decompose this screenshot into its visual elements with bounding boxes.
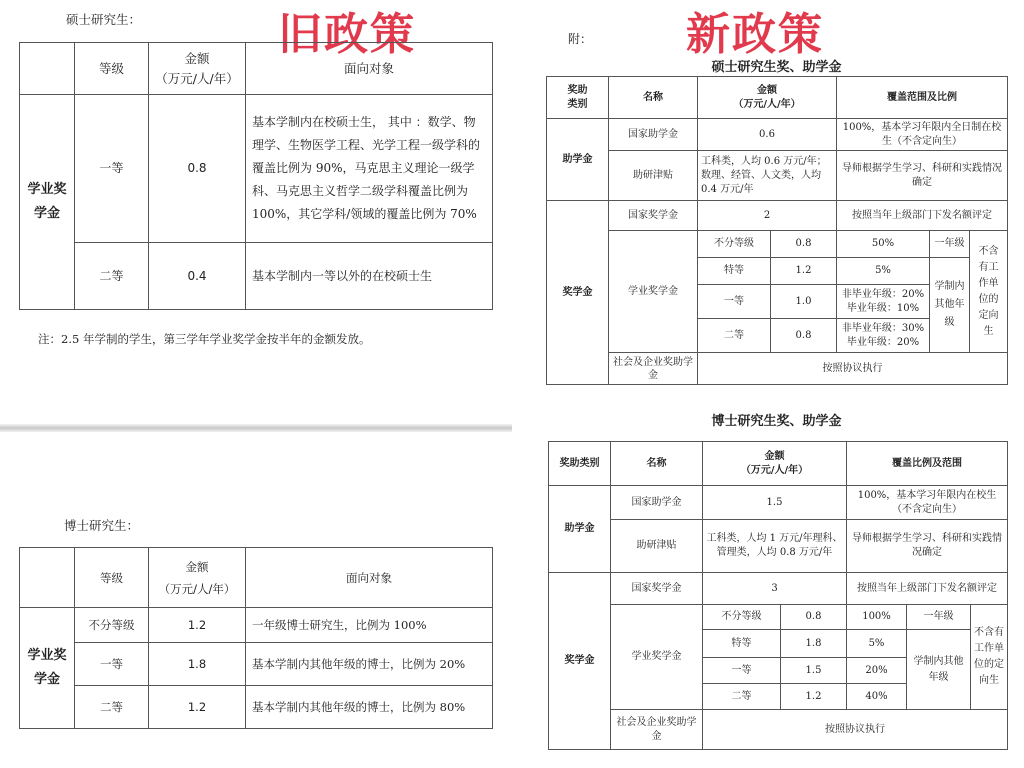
attach-label: 附： bbox=[568, 32, 593, 46]
new-master-table bbox=[546, 76, 1008, 385]
exclude-cell: 不含有工作单位的定向生 bbox=[971, 605, 1008, 710]
target-cell: 基本学制内其他年级的博士，比例为 20% bbox=[246, 643, 493, 686]
ratio-cell: 5% bbox=[837, 258, 930, 285]
amount-cell: 2 bbox=[698, 201, 837, 231]
category-grant: 助学金 bbox=[547, 119, 609, 201]
amount-cell: 0.8 bbox=[149, 95, 246, 243]
amount-cell: 0.8 bbox=[771, 319, 837, 353]
amount-cell: 1.2 bbox=[149, 686, 246, 729]
amount-cell: 3 bbox=[703, 573, 847, 605]
target-cell: 基本学制内在校硕士生， 其中 ：数学、物理学、生物医学工程、光学工程一级学科的覆盖比例为 90%，马克思主义理论一级学科、马克思主义哲学二级学科覆盖比例为 100%，其它学科/领域的覆盖比例为 70% bbox=[246, 95, 493, 243]
header-amount: 金额 （万元/人/年） bbox=[149, 548, 246, 608]
old-master-note: 注：2.5 年学制的学生，第三学年学业奖学金按半年的金额发放。 bbox=[38, 332, 371, 346]
amount-cell: 1.2 bbox=[771, 258, 837, 285]
header-name: 名称 bbox=[609, 77, 698, 119]
level-cell: 特等 bbox=[698, 258, 771, 285]
amount-cell: 1.8 bbox=[781, 630, 847, 658]
level-cell: 一等 bbox=[698, 285, 771, 319]
other-years-cell: 学制内其他年级 bbox=[907, 630, 971, 710]
header-coverage: 覆盖比例及范围 bbox=[847, 442, 1008, 486]
category-scholarship: 奖学金 bbox=[549, 573, 611, 750]
ratio-cell: 100% bbox=[847, 605, 907, 630]
name-social: 社会及企业奖助学金 bbox=[609, 353, 698, 385]
level-cell: 一等 bbox=[75, 95, 149, 243]
new-policy-label: 新政策 bbox=[686, 9, 824, 60]
name-academic: 学业奖学金 bbox=[611, 605, 703, 710]
header-level: 等级 bbox=[75, 43, 149, 95]
header-amount: 金额 （万元/人/年） bbox=[703, 442, 847, 486]
old-phd-heading: 博士研究生： bbox=[64, 518, 140, 533]
ratio-cell: 20% bbox=[847, 658, 907, 684]
level-cell: 二等 bbox=[75, 243, 149, 310]
new-master-title: 硕士研究生奖、助学金 bbox=[711, 60, 842, 75]
header-category: 奖助类别 bbox=[549, 442, 611, 486]
coverage-cell: 导师根据学生学习、科研和实践情况确定 bbox=[847, 520, 1008, 573]
amount-cell: 工科类，人均 1 万元/年理科、管理类，人均 0.8 万元/年 bbox=[703, 520, 847, 573]
level-cell: 特等 bbox=[703, 630, 781, 658]
amount-cell: 1.0 bbox=[771, 285, 837, 319]
target-cell: 基本学制内其他年级的博士，比例为 80% bbox=[246, 686, 493, 729]
level-cell: 不分等级 bbox=[75, 608, 149, 643]
amount-cell: 工科类，人均 0.6 万元/年；数理、经管、人文类，人均 0.4 万元/年 bbox=[698, 151, 837, 201]
header-coverage: 覆盖范围及比例 bbox=[837, 77, 1008, 119]
old-phd-table bbox=[19, 547, 493, 729]
coverage-cell: 按照当年上级部门下发名额评定 bbox=[847, 573, 1008, 605]
level-cell: 二等 bbox=[75, 686, 149, 729]
coverage-cell: 按照当年上级部门下发名额评定 bbox=[837, 201, 1008, 231]
amount-cell: 1.2 bbox=[149, 608, 246, 643]
amount-cell: 1.5 bbox=[781, 658, 847, 684]
amount-cell: 0.4 bbox=[149, 243, 246, 310]
name-cell: 助研津贴 bbox=[609, 151, 698, 201]
coverage-cell: 导师根据学生学习、科研和实践情况确定 bbox=[837, 151, 1008, 201]
ratio-cell: 非毕业年级：20% 毕业年级：10% bbox=[837, 285, 930, 319]
header-amount: 金额 （万元/人/年） bbox=[149, 43, 246, 95]
category-grant: 助学金 bbox=[549, 486, 611, 573]
header-name: 名称 bbox=[611, 442, 703, 486]
level-cell: 一等 bbox=[703, 658, 781, 684]
ratio-cell: 50% bbox=[837, 231, 930, 258]
first-year-cell: 一年级 bbox=[930, 231, 970, 258]
type-cell bbox=[20, 548, 75, 608]
ratio-cell: 5% bbox=[847, 630, 907, 658]
amount-cell: 0.8 bbox=[771, 231, 837, 258]
ratio-cell: 40% bbox=[847, 684, 907, 710]
type-cell bbox=[20, 43, 75, 95]
social-text: 按照协议执行 bbox=[703, 710, 1008, 750]
old-policy-label: 旧政策 bbox=[278, 9, 416, 60]
header-amount: 金额 （万元/人/年） bbox=[698, 77, 837, 119]
level-cell: 一等 bbox=[75, 643, 149, 686]
new-phd-title: 博士研究生奖、助学金 bbox=[711, 414, 842, 429]
name-academic: 学业奖学金 bbox=[609, 231, 698, 353]
amount-cell: 1.5 bbox=[703, 486, 847, 520]
category-scholarship: 奖学金 bbox=[547, 201, 609, 385]
level-cell: 不分等级 bbox=[698, 231, 771, 258]
other-years-cell: 学制内其他年级 bbox=[930, 258, 970, 353]
name-social: 社会及企业奖助学金 bbox=[611, 710, 703, 750]
amount-cell: 0.8 bbox=[781, 605, 847, 630]
new-phd-table bbox=[548, 441, 1008, 750]
header-category: 奖助 类别 bbox=[547, 77, 609, 119]
first-year-cell: 一年级 bbox=[907, 605, 971, 630]
amount-cell: 0.6 bbox=[698, 119, 837, 151]
section-divider bbox=[0, 424, 512, 432]
exclude-cell: 不含有工作单位的定向生 bbox=[970, 231, 1008, 353]
name-cell: 助研津贴 bbox=[611, 520, 703, 573]
target-cell: 一年级博士研究生，比例为 100% bbox=[246, 608, 493, 643]
name-cell: 国家奖学金 bbox=[611, 573, 703, 605]
name-cell: 国家奖学金 bbox=[609, 201, 698, 231]
row-type-academic: 学业奖学金 bbox=[20, 95, 75, 310]
old-master-heading: 硕士研究生： bbox=[66, 12, 142, 27]
amount-cell: 1.2 bbox=[781, 684, 847, 710]
old-master-table bbox=[19, 42, 493, 310]
level-cell: 不分等级 bbox=[703, 605, 781, 630]
name-cell: 国家助学金 bbox=[609, 119, 698, 151]
level-cell: 二等 bbox=[698, 319, 771, 353]
header-target: 面向对象 bbox=[246, 548, 493, 608]
row-type-academic: 学业奖学金 bbox=[20, 608, 75, 729]
header-target: 面向对象 bbox=[246, 43, 493, 95]
level-cell: 二等 bbox=[703, 684, 781, 710]
coverage-cell: 100%，基本学习年限内在校生（不含定向生） bbox=[847, 486, 1008, 520]
name-cell: 国家助学金 bbox=[611, 486, 703, 520]
coverage-cell: 100%，基本学习年限内全日制在校生（不含定向生） bbox=[837, 119, 1008, 151]
header-level: 等级 bbox=[75, 548, 149, 608]
social-text: 按照协议执行 bbox=[698, 353, 1008, 385]
ratio-cell: 非毕业年级：30% 毕业年级：20% bbox=[837, 319, 930, 353]
target-cell: 基本学制内一等以外的在校硕士生 bbox=[246, 243, 493, 310]
amount-cell: 1.8 bbox=[149, 643, 246, 686]
